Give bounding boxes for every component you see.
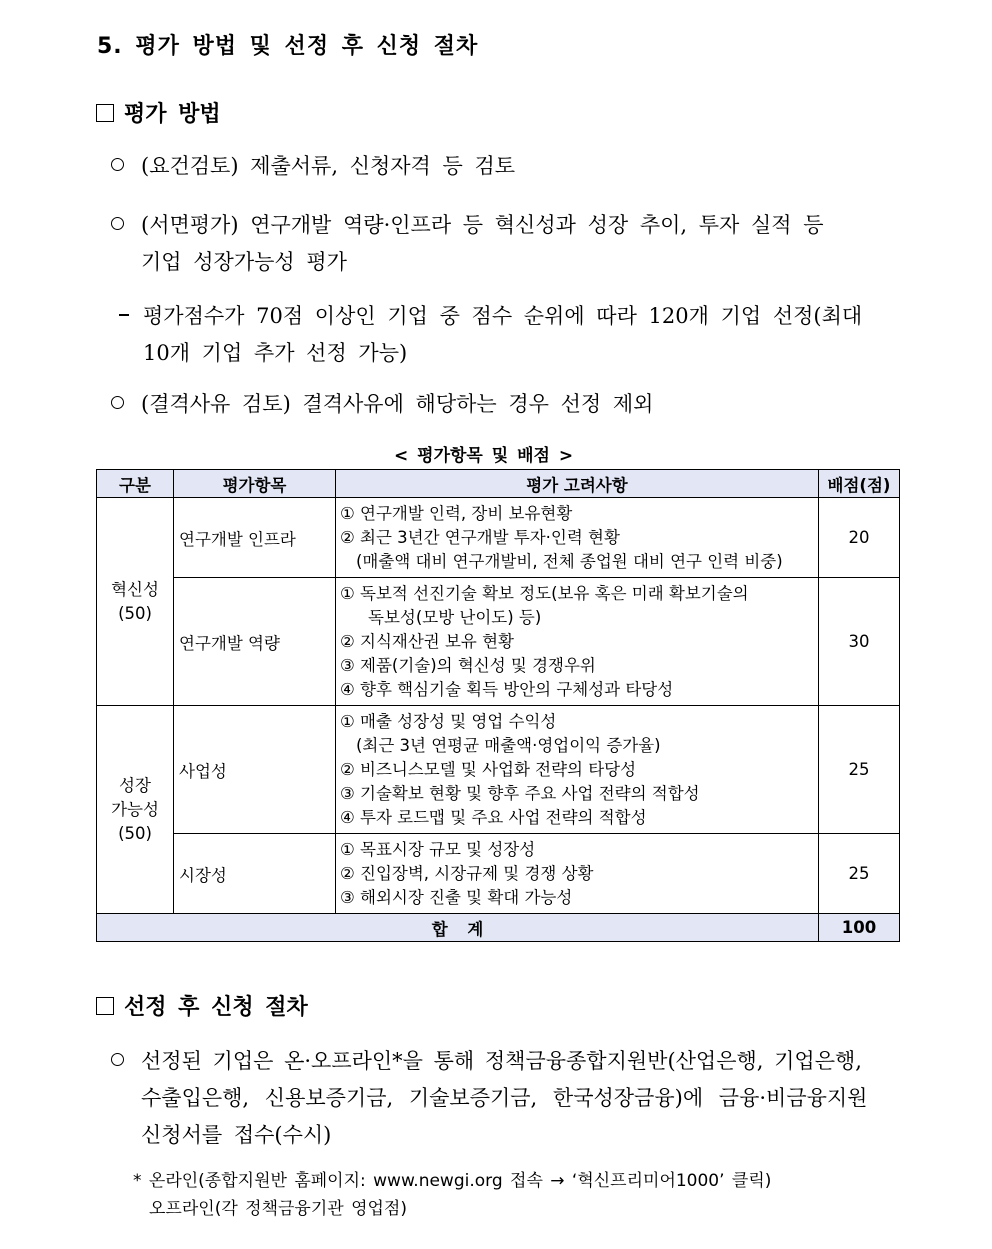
item-business: 사업성 bbox=[174, 706, 336, 834]
table-row bbox=[97, 834, 900, 914]
header-item: 평가항목 bbox=[174, 470, 336, 498]
criteria-line: ① 독보적 선진기술 확보 정도(보유 혹은 미래 확보기술의 bbox=[340, 583, 749, 603]
application-heading-text: 선정 후 신청 절차 bbox=[124, 995, 308, 1020]
category-label: 가능성 bbox=[111, 799, 159, 819]
footnote-offline: 오프라인(각 정책금융기관 영업점) bbox=[149, 1199, 407, 1219]
criteria-line: ④ 향후 핵심기술 획득 방안의 구체성과 타당성 bbox=[340, 679, 674, 699]
sub-bullet-score-line2: 10개 기업 추가 선정 가능) bbox=[143, 341, 408, 365]
circle-bullet-icon bbox=[111, 158, 124, 171]
criteria-line: (최근 3년 연평균 매출액·영업이익 증가율) bbox=[356, 735, 661, 755]
table-row bbox=[97, 706, 900, 834]
header-criteria: 평가 고려사항 bbox=[336, 470, 819, 498]
table-caption: < 평가항목 및 배점 > bbox=[394, 446, 574, 466]
circle-bullet-icon bbox=[111, 1053, 124, 1066]
criteria-line: 독보성(모방 난이도) 등) bbox=[368, 607, 542, 627]
header-score: 배점(점) bbox=[819, 470, 900, 498]
bullet-document-review-line2: 기업 성장가능성 평가 bbox=[141, 250, 347, 274]
criteria-business bbox=[336, 706, 819, 834]
criteria-line: ④ 투자 로드맵 및 주요 사업 전략의 적합성 bbox=[340, 807, 647, 827]
category-growth bbox=[97, 706, 174, 914]
category-label: 혁신성 bbox=[111, 579, 159, 599]
category-innovation bbox=[97, 498, 174, 706]
application-bullet-line2: 수출입은행, 신용보증기금, 기술보증기금, 한국성장금융)에 금융·비금융지원 bbox=[141, 1086, 868, 1110]
score-rnd-capability: 30 bbox=[819, 578, 900, 706]
application-heading bbox=[96, 990, 308, 1021]
item-rnd-capability: 연구개발 역량 bbox=[174, 578, 336, 706]
dash-bullet-icon bbox=[119, 314, 129, 316]
criteria-line: ② 비즈니스모델 및 사업화 전략의 타당성 bbox=[340, 759, 637, 779]
criteria-rnd-infra bbox=[336, 498, 819, 578]
score-rnd-infra: 20 bbox=[819, 498, 900, 578]
criteria-line: ① 매출 성장성 및 영업 수익성 bbox=[340, 711, 557, 731]
eval-method-heading-text: 평가 방법 bbox=[124, 102, 221, 127]
category-points: (50) bbox=[118, 823, 152, 843]
checkbox-square-icon bbox=[96, 104, 114, 122]
table-header-row bbox=[97, 470, 900, 498]
circle-bullet-icon bbox=[111, 217, 124, 230]
category-label: 성장 bbox=[119, 775, 151, 795]
criteria-line: ② 진입장벽, 시장규제 및 경쟁 상황 bbox=[340, 863, 594, 883]
criteria-line: ③ 기술확보 현황 및 향후 주요 사업 전략의 적합성 bbox=[340, 783, 700, 803]
table-total-row bbox=[97, 914, 900, 942]
score-market: 25 bbox=[819, 834, 900, 914]
header-category: 구분 bbox=[97, 470, 174, 498]
criteria-line: ③ 제품(기술)의 혁신성 및 경쟁우위 bbox=[340, 655, 596, 675]
application-bullet-line1: 선정된 기업은 온·오프라인*을 통해 정책금융종합지원반(산업은행, 기업은행, bbox=[141, 1049, 862, 1073]
score-business: 25 bbox=[819, 706, 900, 834]
eval-method-heading bbox=[96, 97, 221, 128]
bullet-requirement-review: (요건검토) 제출서류, 신청자격 등 검토 bbox=[141, 154, 516, 178]
total-label: 합 계 bbox=[97, 914, 819, 942]
application-bullet-line3: 신청서를 접수(수시) bbox=[141, 1123, 332, 1147]
footnote-online: * 온라인(종합지원반 홈페이지: www.newgi.org 접속 → ‘혁신프리미어1000’ 클릭) bbox=[133, 1171, 772, 1191]
criteria-line: ② 지식재산권 보유 현황 bbox=[340, 631, 514, 651]
criteria-line: ③ 해외시장 진출 및 확대 가능성 bbox=[340, 887, 573, 907]
category-points: (50) bbox=[118, 603, 152, 623]
criteria-line: ① 연구개발 인력, 장비 보유현황 bbox=[340, 503, 573, 523]
bullet-document-review-line1: (서면평가) 연구개발 역량·인프라 등 혁신성과 성장 추이, 투자 실적 등 bbox=[141, 213, 824, 237]
criteria-line: ① 목표시장 규모 및 성장성 bbox=[340, 839, 536, 859]
item-rnd-infra: 연구개발 인프라 bbox=[174, 498, 336, 578]
criteria-market bbox=[336, 834, 819, 914]
total-score: 100 bbox=[819, 914, 900, 942]
criteria-line: ② 최근 3년간 연구개발 투자·인력 현황 bbox=[340, 527, 620, 547]
bullet-disqualification-review: (결격사유 검토) 결격사유에 해당하는 경우 선정 제외 bbox=[141, 392, 654, 416]
item-market: 시장성 bbox=[174, 834, 336, 914]
criteria-line: (매출액 대비 연구개발비, 전체 종업원 대비 연구 인력 비중) bbox=[356, 551, 783, 571]
table-row bbox=[97, 498, 900, 578]
criteria-rnd-capability bbox=[336, 578, 819, 706]
circle-bullet-icon bbox=[111, 396, 124, 409]
table-row bbox=[97, 578, 900, 706]
evaluation-table bbox=[96, 469, 900, 942]
sub-bullet-score-line1: 평가점수가 70점 이상인 기업 중 점수 순위에 따라 120개 기업 선정(최대 bbox=[143, 304, 863, 328]
checkbox-square-icon bbox=[96, 997, 114, 1015]
section-title: 5. 평가 방법 및 선정 후 신청 절차 bbox=[97, 34, 479, 59]
